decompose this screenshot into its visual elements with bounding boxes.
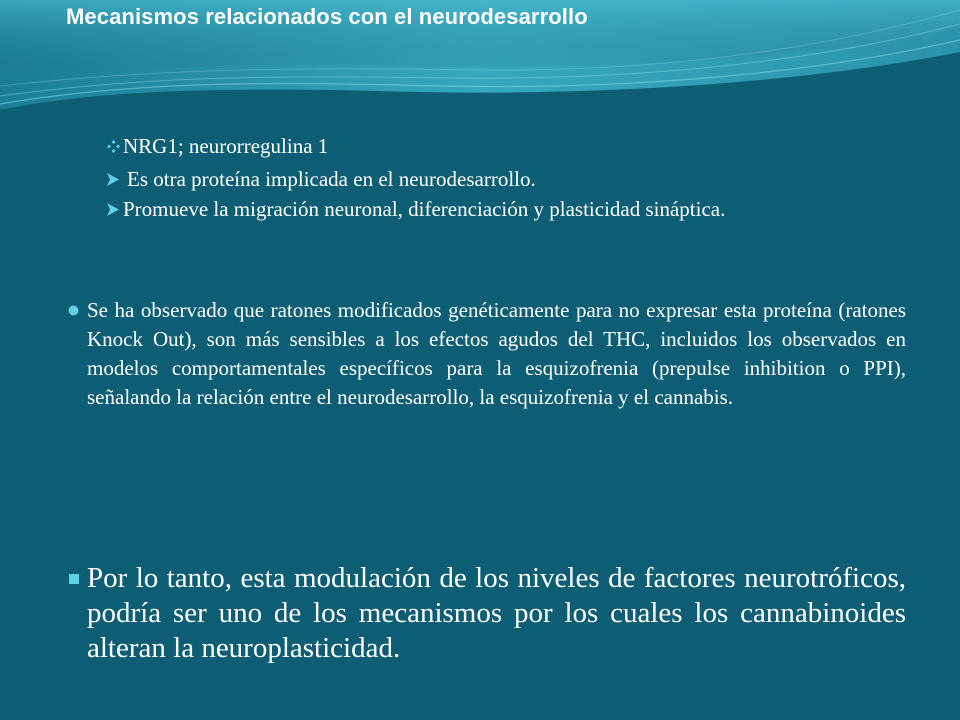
square-bullet-icon <box>60 561 87 596</box>
arrow-bullet-icon <box>103 197 123 221</box>
arrow-bullet-icon <box>103 167 123 191</box>
item-text: NRG1; neurorregulina 1 <box>123 134 329 158</box>
list-item <box>60 296 906 412</box>
diamond-bullet-icon <box>103 134 123 158</box>
slide-title: Mecanismos relacionados con el neurodesarrollo <box>66 4 588 29</box>
list-item <box>103 134 903 158</box>
item-text: Por lo tanto, esta modulación de los niveles de factores neurotróficos, podría ser uno de los mecanismos por los cuales los cannabinoides alteran la neuroplasticidad. <box>87 562 906 664</box>
circle-bullet-icon <box>60 296 87 325</box>
list-item <box>103 197 903 221</box>
list-item <box>60 561 906 666</box>
item-text: Es otra proteína implicada en el neurodesarrollo. <box>127 167 536 191</box>
list-item <box>103 167 903 191</box>
item-text: Promueve la migración neuronal, diferenciación y plasticidad sináptica. <box>123 197 726 221</box>
item-text: Se ha observado que ratones modificados genéticamente para no expresar esta proteína (ratones Knock Out), son más sensibles a los efectos agudos del THC, incluidos los observados en modelos comportamentales específicos para la esquizofrenia (prepulse inhibition o PPI), señalando la relación entre el neurodesarrollo, la esquizofrenia y el cannabis. <box>87 298 906 409</box>
